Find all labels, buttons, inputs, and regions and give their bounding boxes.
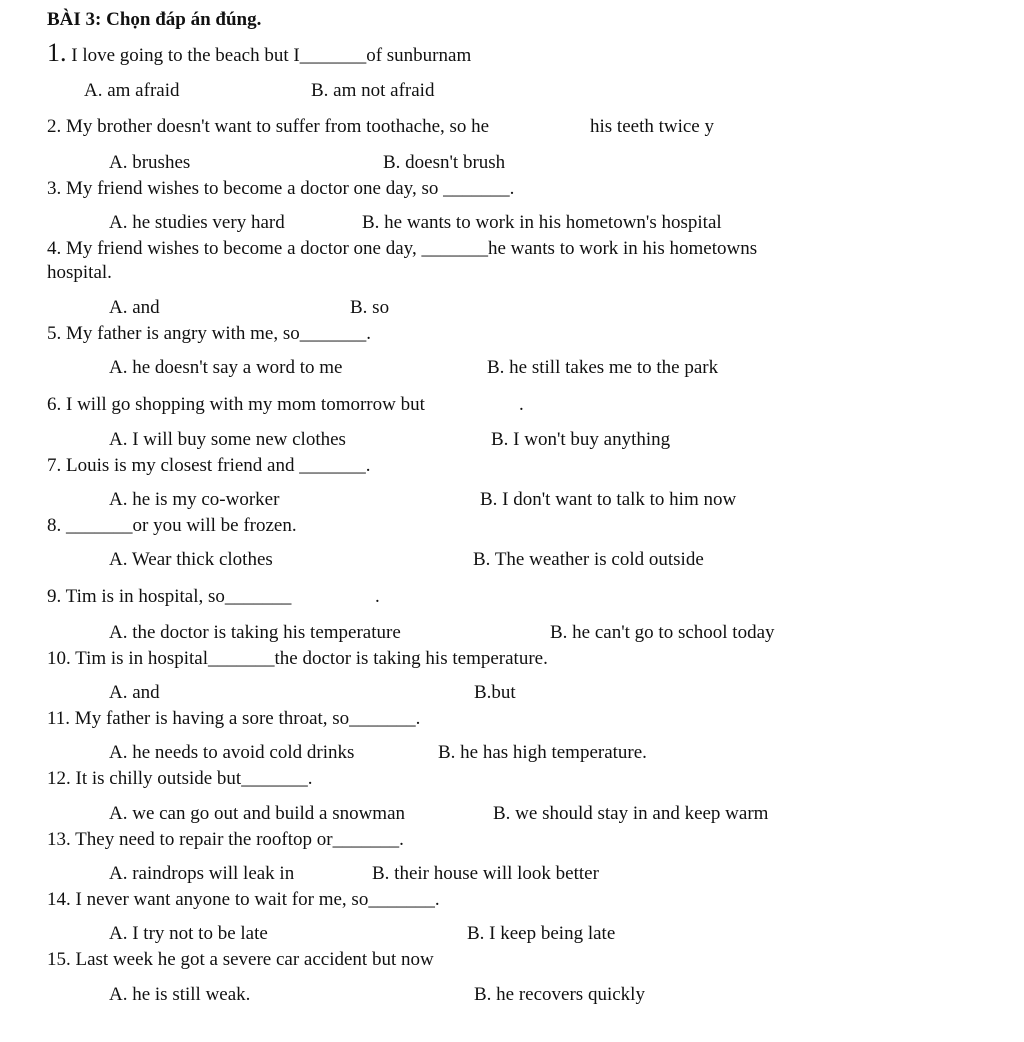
- question-2-option-a: A. brushes: [109, 152, 191, 173]
- question-15-prompt: 15. Last week he got a severe car accident but now: [47, 949, 434, 970]
- question-1-number: 1.: [47, 38, 67, 67]
- question-13-prompt: 13. They need to repair the rooftop or_______.: [47, 829, 404, 850]
- question-9-prompt-tail: .: [375, 586, 380, 607]
- question-8-option-b: B. The weather is cold outside: [473, 549, 704, 570]
- question-4-prompt-cont: hospital.: [47, 262, 112, 283]
- question-2-prompt: 2. My brother doesn't want to suffer from toothache, so he: [47, 116, 490, 137]
- question-4-prompt: 4. My friend wishes to become a doctor one day, _______he wants to work in his hometowns: [47, 238, 758, 259]
- question-1-option-b: B. am not afraid: [311, 80, 435, 101]
- question-2-prompt-tail: his teeth twice y: [590, 116, 714, 137]
- question-3-option-a: A. he studies very hard: [109, 212, 285, 233]
- question-7-option-b: B. I don't want to talk to him now: [480, 489, 737, 510]
- question-12-option-a: A. we can go out and build a snowman: [109, 803, 406, 824]
- question-8-option-a: A. Wear thick clothes: [109, 549, 273, 570]
- question-1: [47, 38, 472, 68]
- question-12-option-b: B. we should stay in and keep warm: [493, 803, 769, 824]
- question-14-option-b: B. I keep being late: [467, 923, 616, 944]
- question-1-text: I love going to the beach but I_______of sunburnam: [66, 45, 472, 66]
- question-5-option-b: B. he still takes me to the park: [487, 357, 719, 378]
- question-4-option-b: B. so: [350, 297, 390, 318]
- question-12-prompt: 12. It is chilly outside but_______.: [47, 768, 313, 789]
- question-10-option-a: A. and: [109, 682, 160, 703]
- question-13-option-b: B. their house will look better: [372, 863, 599, 884]
- question-3-prompt: 3. My friend wishes to become a doctor one day, so _______.: [47, 178, 515, 199]
- question-8-prompt: 8. _______or you will be frozen.: [47, 515, 297, 536]
- question-4-option-a: A. and: [109, 297, 160, 318]
- question-9-option-b: B. he can't go to school today: [550, 622, 775, 643]
- question-10-option-b: B.but: [474, 682, 516, 703]
- question-13-option-a: A. raindrops will leak in: [109, 863, 295, 884]
- question-11-option-b: B. he has high temperature.: [438, 742, 647, 763]
- question-15-option-a: A. he is still weak.: [109, 984, 251, 1005]
- question-10-prompt: 10. Tim is in hospital_______the doctor is taking his temperature.: [47, 648, 548, 669]
- question-2-option-b: B. doesn't brush: [383, 152, 506, 173]
- question-7-prompt: 7. Louis is my closest friend and _______.: [47, 455, 371, 476]
- question-6-option-a: A. I will buy some new clothes: [109, 429, 346, 450]
- exercise-title: BÀI 3: Chọn đáp án đúng.: [47, 9, 262, 30]
- question-14-option-a: A. I try not to be late: [109, 923, 268, 944]
- question-14-prompt: 14. I never want anyone to wait for me, so_______.: [47, 889, 440, 910]
- question-11-prompt: 11. My father is having a sore throat, so_______.: [47, 708, 421, 729]
- question-11-option-a: A. he needs to avoid cold drinks: [109, 742, 355, 763]
- question-9-option-a: A. the doctor is taking his temperature: [109, 622, 401, 643]
- question-6-prompt: 6. I will go shopping with my mom tomorrow but: [47, 394, 425, 415]
- question-5-option-a: A. he doesn't say a word to me: [109, 357, 343, 378]
- question-5-prompt: 5. My father is angry with me, so_______.: [47, 323, 372, 344]
- question-7-option-a: A. he is my co-worker: [109, 489, 280, 510]
- question-1-option-a: A. am afraid: [84, 80, 180, 101]
- question-9-prompt: 9. Tim is in hospital, so_______: [47, 586, 292, 607]
- question-15-option-b: B. he recovers quickly: [474, 984, 645, 1005]
- question-6-option-b: B. I won't buy anything: [491, 429, 671, 450]
- question-3-option-b: B. he wants to work in his hometown's hospital: [362, 212, 722, 233]
- question-6-prompt-tail: .: [519, 394, 524, 415]
